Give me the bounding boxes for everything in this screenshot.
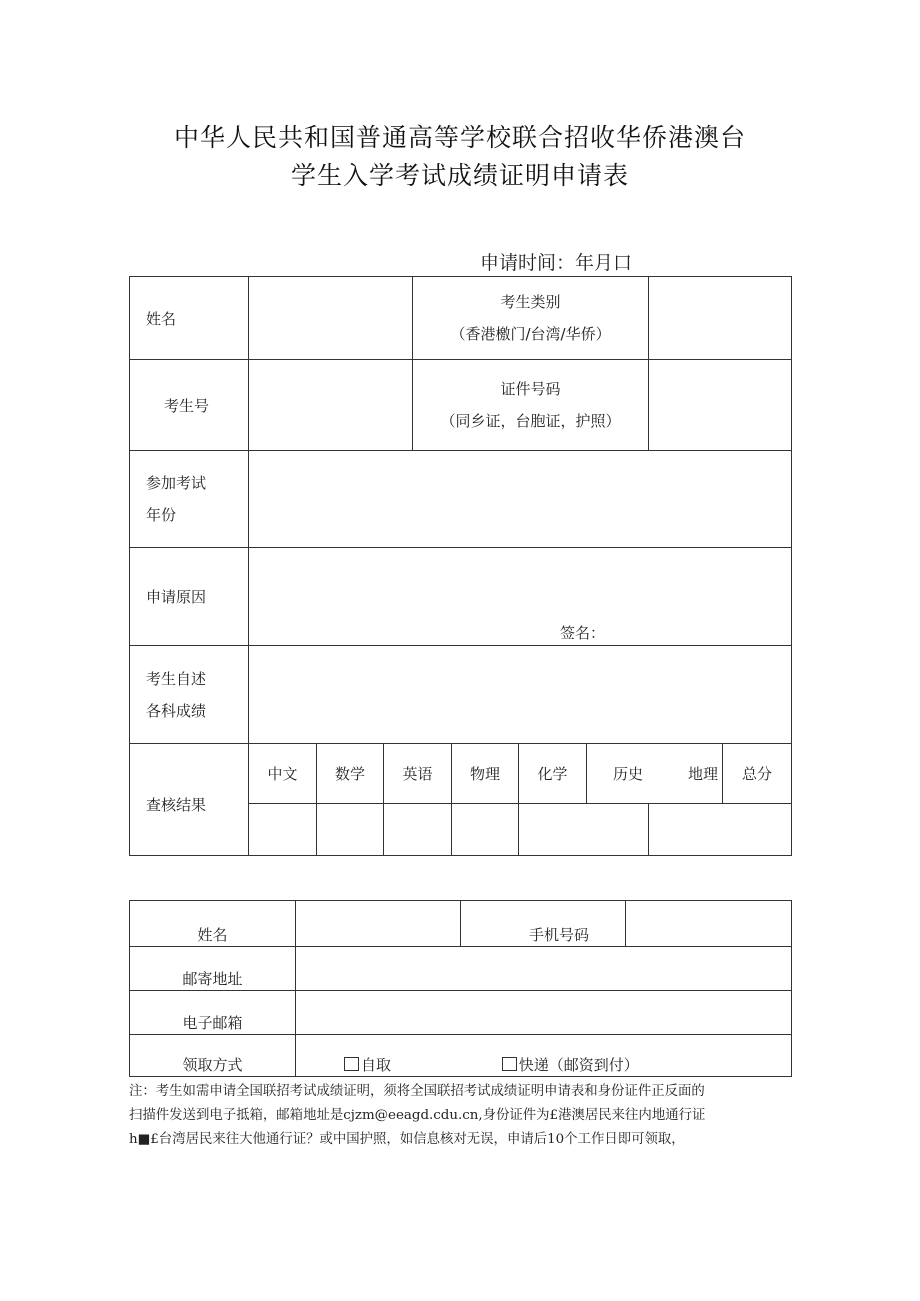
signature-label: 签名：: [560, 624, 606, 642]
score-english-input[interactable]: [384, 804, 452, 856]
subject-history-geography-cell: [587, 744, 723, 804]
subject-geography: 地理: [688, 765, 719, 783]
score-chinese-input[interactable]: [249, 804, 317, 856]
application-form-table: [129, 276, 792, 856]
form-title-line-2: 学生入学考试成绩证明申请表: [290, 161, 629, 190]
apply-time: 申请时间：年月口: [480, 252, 633, 274]
self-pickup-label: 自取: [361, 1056, 392, 1074]
score-math-input[interactable]: [317, 804, 384, 856]
form-title-line-1: 中华人民共和国普通高等学校联合招收华侨港澳台: [173, 123, 746, 152]
address-input[interactable]: [296, 947, 792, 991]
self-scores-label-cell: [130, 646, 249, 744]
score-history-geography-input[interactable]: [649, 804, 792, 856]
subject-total: 总分: [723, 744, 792, 804]
category-label: 考生类别: [500, 293, 561, 311]
exam-year-label-cell: [130, 451, 249, 548]
category-label-cell: [413, 277, 649, 360]
subject-english: 英语: [384, 744, 452, 804]
name-input[interactable]: [249, 277, 413, 360]
id-hint: （同乡证，台胞证，护照）: [440, 412, 621, 430]
exam-no-label: 考生号: [130, 360, 249, 451]
subject-chemistry: 化学: [519, 744, 587, 804]
subject-physics: 物理: [452, 744, 519, 804]
footnote: [129, 1080, 793, 1152]
contact-name-label: 姓名: [130, 901, 296, 947]
footnote-line-2: 扫描件发送到电子抵箱，邮箱地址是cjzm@eeagd.cdu.cn,身份证件为£港澳居民来往内地通行证: [129, 1108, 706, 1123]
reason-input[interactable]: [249, 548, 792, 646]
category-hint: （香港檄门/台湾/华侨）: [450, 325, 611, 343]
self-scores-label-2: 各科成绩: [146, 701, 207, 720]
express-label: 快递（邮资到付）: [518, 1056, 639, 1074]
subject-chinese: 中文: [249, 744, 317, 804]
self-scores-input[interactable]: [249, 646, 792, 744]
footnote-line-1: 注：考生如需申请全国联招考试成绩证明，须将全国联招考试成绩证明申请表和身份证件正反面的: [129, 1084, 705, 1099]
contact-form-table: [129, 900, 792, 1077]
exam-no-input[interactable]: [249, 360, 413, 451]
exam-year-input[interactable]: [249, 451, 792, 548]
pickup-self-option[interactable]: [344, 1056, 396, 1074]
id-input[interactable]: [649, 360, 792, 451]
verify-label: 查核结果: [130, 744, 249, 856]
email-input[interactable]: [296, 991, 792, 1035]
pickup-express-option[interactable]: [502, 1056, 639, 1074]
pickup-options: [296, 1035, 792, 1077]
id-label-cell: [413, 360, 649, 451]
reason-label: 申请原因: [130, 548, 249, 646]
email-label: 电子邮箱: [130, 991, 296, 1035]
score-physics-input[interactable]: [452, 804, 519, 856]
self-scores-label-1: 考生自述: [146, 669, 207, 688]
category-input[interactable]: [649, 277, 792, 360]
footnote-line-3: h■£台湾居民来往大他通行证？或中国护照，如信息核对无误，申请后10个工作日即可领取，: [129, 1132, 685, 1147]
id-label: 证件号码: [500, 380, 561, 398]
phone-label: 手机号码: [461, 901, 626, 947]
name-label: 姓名: [130, 277, 249, 360]
phone-input[interactable]: [626, 901, 792, 947]
score-chemistry-input[interactable]: [519, 804, 649, 856]
subject-math: 数学: [317, 744, 384, 804]
subject-history: 历史: [613, 765, 644, 783]
contact-name-input[interactable]: [296, 901, 461, 947]
address-label: 邮寄地址: [130, 947, 296, 991]
exam-year-label-1: 参加考试: [146, 474, 207, 492]
exam-year-label-2: 年份: [146, 506, 177, 524]
express-checkbox[interactable]: [502, 1057, 517, 1071]
pickup-label: 领取方式: [130, 1035, 296, 1077]
self-pickup-checkbox[interactable]: [344, 1057, 359, 1071]
